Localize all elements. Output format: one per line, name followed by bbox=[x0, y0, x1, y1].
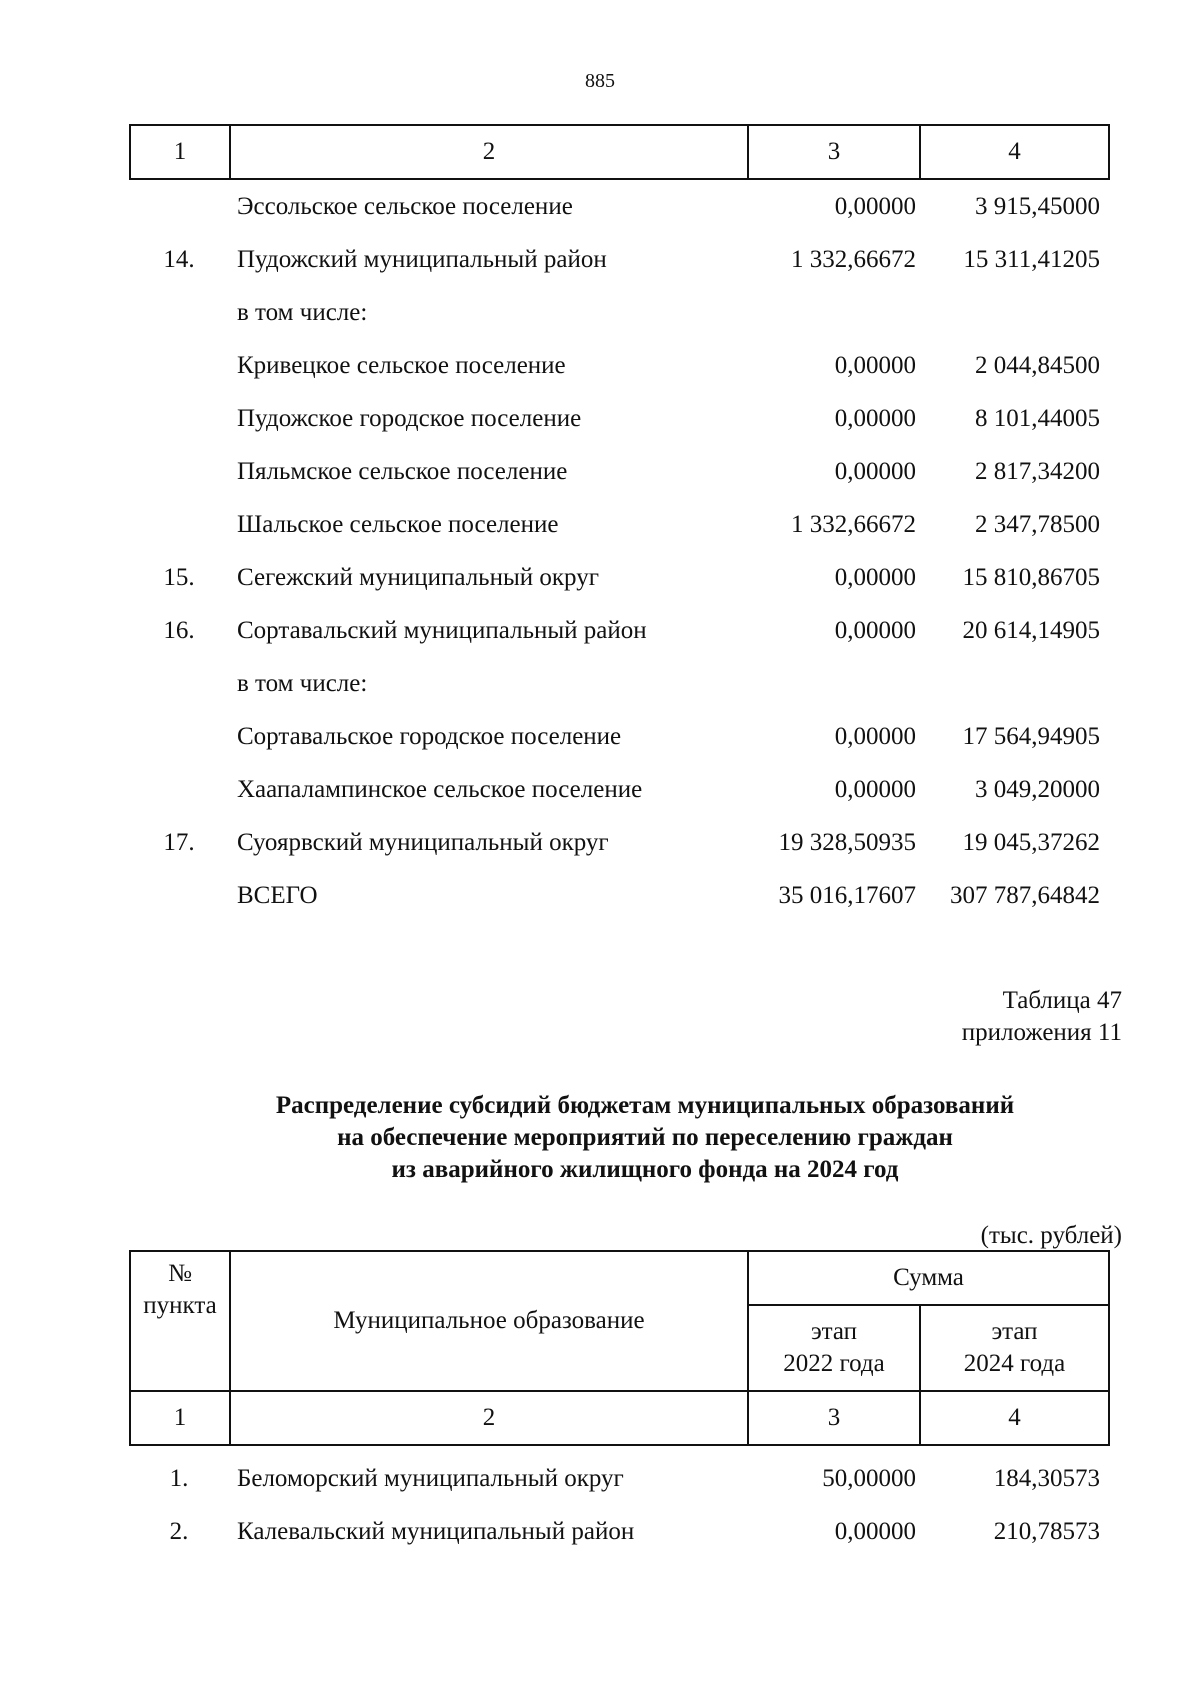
row-number: 16. bbox=[163, 617, 195, 644]
row-value-2022: 0,00000 bbox=[834, 193, 916, 220]
row-number: 14. bbox=[163, 246, 195, 273]
table-row bbox=[129, 445, 1108, 498]
table1-header-col2: 2 bbox=[230, 125, 748, 179]
table-label-appendix: приложения 11 bbox=[961, 1019, 1122, 1046]
table2-header bbox=[129, 1250, 1110, 1446]
row-value-2024: 15 311,41205 bbox=[963, 246, 1100, 273]
row-value-2024: 184,30573 bbox=[993, 1465, 1100, 1492]
row-number: 1. bbox=[169, 1465, 189, 1492]
row-name: Хаапалампинское сельское поселение bbox=[237, 776, 643, 803]
table-row bbox=[129, 816, 1108, 869]
row-name: ВСЕГО bbox=[237, 882, 318, 909]
row-value-2024: 3 915,45000 bbox=[975, 193, 1100, 220]
table-row bbox=[129, 286, 1108, 339]
row-name: в том числе: bbox=[237, 670, 368, 697]
row-name: Эссольское сельское поселение bbox=[237, 193, 573, 220]
table-label-number: Таблица 47 bbox=[1002, 987, 1122, 1014]
table-row bbox=[129, 339, 1108, 392]
table2-head-sum: Сумма bbox=[748, 1251, 1109, 1305]
row-value-2024: 210,78573 bbox=[993, 1518, 1100, 1545]
table1-header-col1: 1 bbox=[130, 125, 230, 179]
table2-head-number bbox=[130, 1251, 230, 1391]
row-value-2022: 0,00000 bbox=[834, 617, 916, 644]
row-name: в том числе: bbox=[237, 299, 368, 326]
table2-head-col3-line2: 2022 года bbox=[783, 1350, 885, 1377]
table2-head-name: Муниципальное образование bbox=[230, 1251, 748, 1391]
units-note: (тыс. рублей) bbox=[980, 1222, 1122, 1249]
table2-header-col2: 2 bbox=[230, 1391, 748, 1445]
row-value-2024: 20 614,14905 bbox=[962, 617, 1100, 644]
row-value-2022: 0,00000 bbox=[834, 405, 916, 432]
row-value-2024: 2 347,78500 bbox=[975, 511, 1100, 538]
table2-head-number-word: пункта bbox=[143, 1292, 217, 1319]
row-value-2024: 307 787,64842 bbox=[950, 882, 1100, 909]
table1-body bbox=[129, 180, 1108, 922]
table-row bbox=[129, 551, 1108, 604]
row-name: Сортавальское городское поселение bbox=[237, 723, 622, 750]
row-value-2022: 0,00000 bbox=[834, 458, 916, 485]
row-value-2022: 35 016,17607 bbox=[778, 882, 916, 909]
table2-header-col1: 1 bbox=[130, 1391, 230, 1445]
page-number: 885 bbox=[585, 70, 615, 92]
row-number: 17. bbox=[163, 829, 195, 856]
row-name: Кривецкое сельское поселение bbox=[237, 352, 566, 379]
table-label bbox=[962, 985, 1122, 1049]
table-row bbox=[129, 233, 1108, 286]
row-value-2022: 0,00000 bbox=[834, 564, 916, 591]
table-title-line1: Распределение субсидий бюджетам муниципальных образований bbox=[275, 1092, 1015, 1119]
table2-head-col3-line1: этап bbox=[810, 1318, 858, 1345]
table-row bbox=[129, 1452, 1108, 1505]
table-title-line3: из аварийного жилищного фонда на 2024 год bbox=[391, 1156, 899, 1183]
row-value-2024: 3 049,20000 bbox=[975, 776, 1100, 803]
row-name: Пудожское городское поселение bbox=[237, 405, 582, 432]
table-row bbox=[129, 392, 1108, 445]
table-title bbox=[0, 1090, 1200, 1186]
row-value-2022: 0,00000 bbox=[834, 723, 916, 750]
row-name: Пудожский муниципальный район bbox=[237, 246, 607, 273]
table-row bbox=[129, 180, 1108, 233]
table2-header-col3: 3 bbox=[748, 1391, 920, 1445]
row-name: Сортавальский муниципальный район bbox=[237, 617, 647, 644]
table2-head-col4-line1: этап bbox=[991, 1318, 1038, 1345]
row-value-2024: 17 564,94905 bbox=[962, 723, 1100, 750]
row-value-2022: 1 332,66672 bbox=[791, 246, 916, 273]
row-name: Шальское сельское поселение bbox=[237, 511, 559, 538]
row-name: Пяльмское сельское поселение bbox=[237, 458, 568, 485]
table-row bbox=[129, 763, 1108, 816]
table-row bbox=[129, 710, 1108, 763]
row-value-2024: 2 044,84500 bbox=[975, 352, 1100, 379]
row-value-2022: 1 332,66672 bbox=[791, 511, 916, 538]
row-value-2024: 8 101,44005 bbox=[975, 405, 1100, 432]
row-value-2024: 15 810,86705 bbox=[962, 564, 1100, 591]
row-number: 15. bbox=[163, 564, 195, 591]
row-value-2022: 0,00000 bbox=[834, 1518, 916, 1545]
table2-head-col4 bbox=[920, 1305, 1109, 1391]
table2-body bbox=[129, 1452, 1108, 1558]
table-row-total bbox=[129, 869, 1108, 922]
table-row bbox=[129, 1505, 1108, 1558]
table1-header bbox=[129, 124, 1110, 180]
table2-head-number-sign: № bbox=[168, 1260, 192, 1287]
row-name: Калевальский муниципальный район bbox=[237, 1518, 635, 1545]
table1-header-col4: 4 bbox=[920, 125, 1109, 179]
table-row bbox=[129, 498, 1108, 551]
row-value-2022: 0,00000 bbox=[834, 352, 916, 379]
table-row bbox=[129, 657, 1108, 710]
table-title-line2: на обеспечение мероприятий по переселению граждан bbox=[337, 1124, 953, 1151]
row-name: Беломорский муниципальный округ bbox=[237, 1465, 624, 1492]
row-value-2022: 19 328,50935 bbox=[778, 829, 916, 856]
table2-head-col3 bbox=[748, 1305, 920, 1391]
row-number: 2. bbox=[169, 1518, 189, 1545]
table2-header-col4: 4 bbox=[920, 1391, 1109, 1445]
row-value-2022: 0,00000 bbox=[834, 776, 916, 803]
row-name: Сегежский муниципальный округ bbox=[237, 564, 599, 591]
row-name: Суоярвский муниципальный округ bbox=[237, 829, 609, 856]
row-value-2024: 2 817,34200 bbox=[975, 458, 1100, 485]
row-value-2024: 19 045,37262 bbox=[962, 829, 1100, 856]
table-row bbox=[129, 604, 1108, 657]
table1-header-col3: 3 bbox=[748, 125, 920, 179]
row-value-2022: 50,00000 bbox=[822, 1465, 916, 1492]
table2-head-col4-line2: 2024 года bbox=[963, 1350, 1066, 1377]
